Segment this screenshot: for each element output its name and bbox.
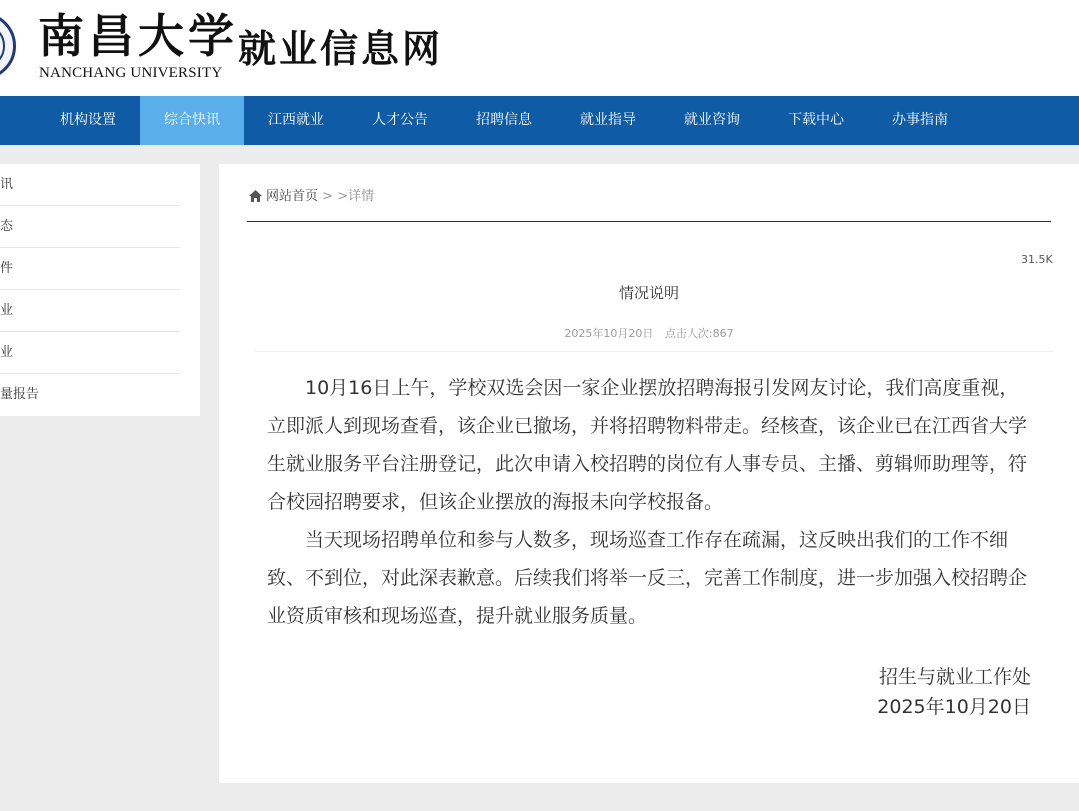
main-nav [0, 96, 1079, 145]
sidebar-item[interactable]: 量报告 [0, 387, 40, 402]
university-name-en: NANCHANG UNIVERSITY [39, 65, 223, 81]
article-paragraph: 10月16日上午，学校双选会因一家企业摆放招聘海报引发网友讨论，我们高度重视，立即派人到现场查看，该企业已撤场，并将招聘物料带走。经核查，该企业已在江西省大学生就业服务平台注册登记，此次申请入校招聘的岗位有人事专员、主播、剪辑师助理等，符合校园招聘要求，但该企业摆放的海报未向学校报备。 [267, 377, 1028, 513]
article-meta [219, 325, 1079, 341]
sidebar-item[interactable]: 态 [0, 206, 180, 248]
site-header [0, 0, 1079, 96]
site-title[interactable]: 就业信息网 [238, 26, 444, 71]
breadcrumb-current: 详情 [348, 189, 375, 204]
nav-item-jiangxi[interactable]: 江西就业 [268, 112, 324, 128]
sidebar-item[interactable]: 业 [0, 332, 180, 374]
sidebar-item[interactable]: 件 [0, 248, 180, 290]
breadcrumb-separator: > [337, 189, 349, 204]
size-label: 31.5K [1021, 253, 1053, 266]
nav-item-zhaopin[interactable]: 招聘信息 [476, 112, 532, 128]
signature-org: 招生与就业工作处 [878, 666, 1031, 688]
article-title: 情况说明 [618, 284, 679, 302]
signature-date: 2025年10月20日 [877, 696, 1031, 718]
nav-item-jigou[interactable]: 机构设置 [60, 112, 116, 128]
article-date: 2025年10月20日 [564, 327, 654, 340]
sidebar-item[interactable]: 讯 [0, 164, 180, 206]
nav-item-zixun[interactable]: 就业咨询 [684, 112, 740, 128]
nav-item-zhidao[interactable]: 就业指导 [580, 112, 636, 128]
article-clicks: 点击人次:867 [664, 327, 734, 340]
breadcrumb [249, 188, 374, 208]
nav-item-rencai[interactable]: 人才公告 [372, 112, 428, 128]
sidebar [0, 164, 200, 416]
breadcrumb-divider [247, 221, 1051, 222]
nav-item-xiazai[interactable]: 下载中心 [788, 112, 844, 128]
article-body [267, 369, 1033, 635]
university-seal-icon[interactable] [0, 12, 16, 80]
article-paragraph: 当天现场招聘单位和参与人数多，现场巡查工作存在疏漏，这反映出我们的工作不细致、不到位，对此深表歉意。后续我们将举一反三，完善工作制度，进一步加强入校招聘企业资质审核和现场巡查，提升就业服务质量。 [267, 529, 1028, 627]
breadcrumb-home-link[interactable]: 网站首页 [266, 189, 319, 204]
article-panel [219, 164, 1079, 783]
breadcrumb-separator: > [322, 189, 334, 204]
university-name-cn[interactable]: 南昌大学 [38, 9, 238, 63]
nav-item-zonghe[interactable]: 综合快讯 [140, 96, 244, 145]
meta-divider [255, 351, 1053, 352]
home-icon[interactable] [249, 190, 262, 208]
nav-item-banshi[interactable]: 办事指南 [892, 112, 948, 128]
article-signature [877, 662, 1031, 722]
sidebar-item[interactable]: 业 [0, 290, 180, 332]
